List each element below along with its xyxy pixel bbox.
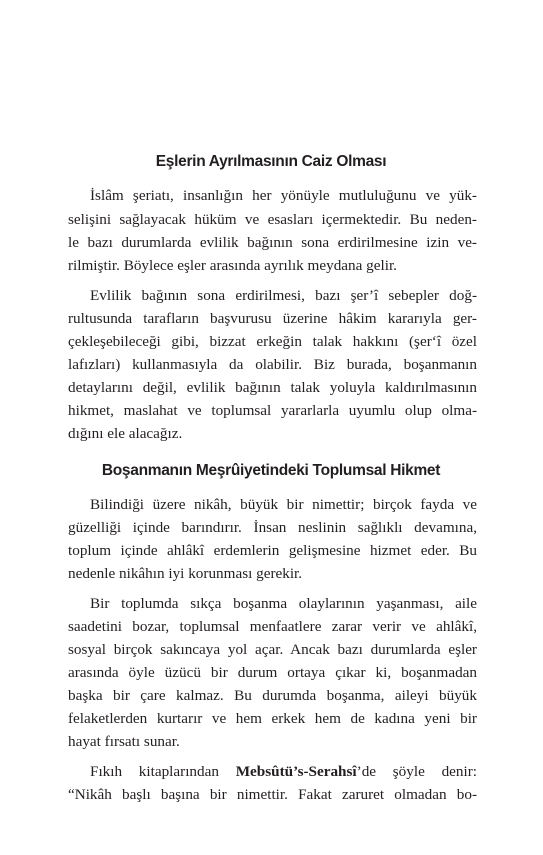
text-line: selişini sağlayacak hüküm ve esasları içermektedir. Bu neden- (68, 211, 477, 228)
text-line: hayat fırsatı sunar. (68, 733, 180, 750)
text-line: nedenle nikâhın iyi korunması gerekir. (68, 565, 303, 582)
text-line: arasında öyle üzücü bir durum ortaya çıkar ki, boşanmadan (68, 664, 477, 681)
text-line: detaylarını değil, evlilik bağının talak yoluyla kaldırılmasının (68, 379, 477, 396)
section-heading-2: Boşanmanın Meşrûiyetindeki Toplumsal Hikmet (101, 462, 441, 479)
text-line: rultusunda tarafların başvurusu üzerine hâkim kararıyla ger- (68, 310, 477, 327)
closing-text: Fıkıh kitaplarından (90, 763, 236, 780)
text-line: güzelliği içinde barındırır. İnsan neslinin sağlıklı devamına, (68, 519, 477, 536)
text-line: saadetini bozar, toplumsal menfaatlere zarar verir ve ahlâkî, (68, 618, 477, 635)
text-line: toplum içinde ahlâkî erdemlerin gelişmesine hizmet eder. Bu (68, 542, 477, 559)
text-line: lafızları) kullanmasıyla da olabilir. Biz burada, boşanmanın (68, 356, 477, 373)
text-line (90, 762, 477, 781)
section-heading-1: Eşlerin Ayrılmasının Caiz Olması (155, 153, 387, 170)
text-line: dığını ele alacağız. (68, 425, 183, 442)
text-line: başka bir çare kalmaz. Bu durumda boşanma, aileyi büyük (68, 687, 477, 704)
text-line: çekleşebileceği gibi, bizzat erkeğin talak hakkını (şer‘î özel (68, 333, 477, 350)
text-line: Bir toplumda sıkça boşanma olaylarının yaşanması, aile (90, 595, 477, 612)
text-line: hikmet, maslahat ve toplumsal yararlarla uyumlu olup olma- (68, 402, 477, 419)
text-line: felaketlerden kurtarır ve hem erkek hem de kadına yeni bir (68, 710, 477, 727)
text-line: “Nikâh başlı başına bir nimettir. Fakat zaruret olmadan bo- (68, 786, 477, 803)
book-title: Mebsûtü’s-Serahsî (235, 763, 357, 780)
text-line: İslâm şeriatı, insanlığın her yönüyle mutluluğunu ve yük- (90, 187, 477, 204)
text-line: Evlilik bağının sona erdirilmesi, bazı şer’î sebepler doğ- (90, 287, 477, 304)
text-line: sosyal birçok sakıncaya yol açar. Ancak bazı durumlarda eşler (68, 641, 477, 658)
text-line: rilmiştir. Böylece eşler arasında ayrılık meydana gelir. (68, 257, 397, 274)
text-line: Bilindiği üzere nikâh, büyük bir nimettir; birçok fayda ve (90, 496, 477, 513)
text-line: le bazı durumlarda evlilik bağının sona erdirilmesine izin ve- (68, 234, 477, 251)
closing-text: ’de şöyle denir: (356, 763, 477, 780)
